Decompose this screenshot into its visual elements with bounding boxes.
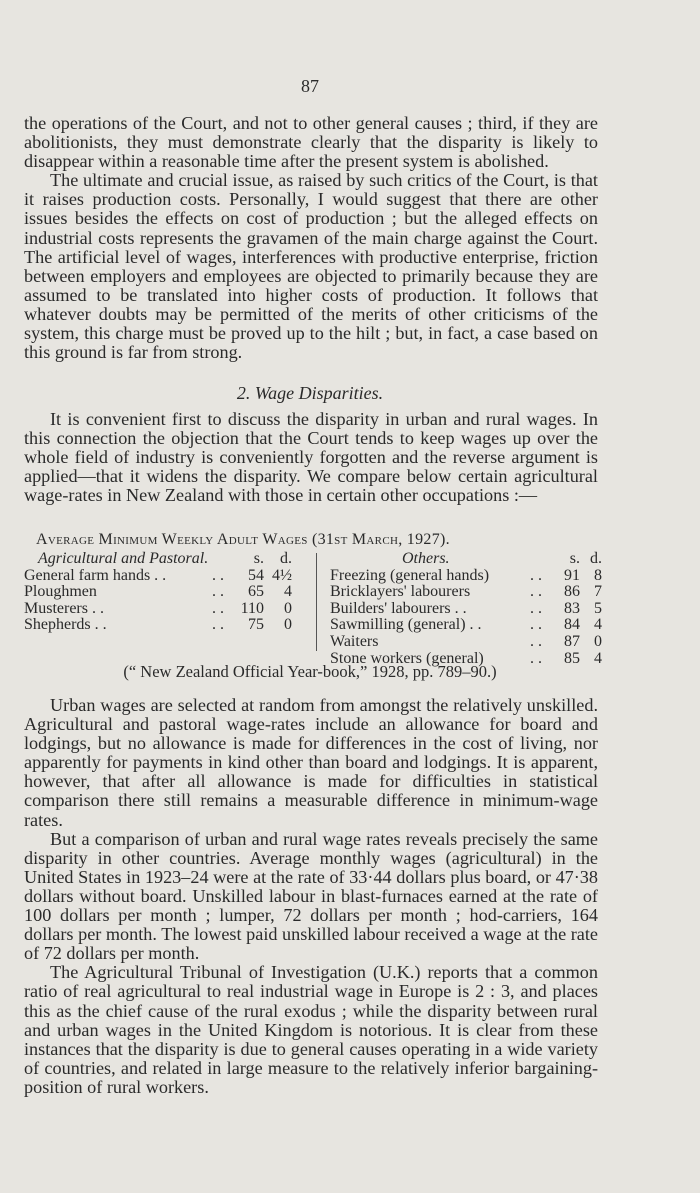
occupation: Freezing (general hands) xyxy=(330,566,490,584)
pence: 0 xyxy=(284,599,292,617)
shillings: 87 xyxy=(564,632,580,650)
shillings-header: s. xyxy=(569,550,580,567)
pence: 7 xyxy=(594,583,602,601)
leader-dots: . . xyxy=(530,616,542,634)
occupation: Bricklayers' labourers xyxy=(330,583,471,601)
agricultural-column xyxy=(24,551,304,634)
paragraph-production-costs: The ultimate and crucial issue, as raised by such critics of the Court, is that it raises production costs. Personally, I would suggest that there are other issues besides the effects on cost of production ; but the alleged effects on industrial costs represents the gravamen of the main charge against the Court. The artificial level of wages, interferences with productive enterprise, friction between employers and employees are objected to primarily because they are assumed to be translated into higher costs of production. It follows that whatever doubts may be permitted of the merits of other criticisms of the system, this charge must be proved up to the hilt ; but, in fact, a case based on this ground is far from strong. xyxy=(24,170,598,363)
shillings: 75 xyxy=(248,616,264,634)
table-header-row xyxy=(330,551,604,568)
table-row xyxy=(24,568,304,585)
comparison-text-block xyxy=(24,696,598,1097)
pence: 5 xyxy=(594,599,602,617)
paragraph-continued: the operations of the Court, and not to other general causes ; third, if they are abolitionists, they must demonstrate clearly that the disparity is likely to disappear within a reasonable time after the present system is abolished. xyxy=(24,113,598,172)
occupation: Waiters xyxy=(330,632,379,650)
table-row xyxy=(330,634,604,651)
occupation: General farm hands . . xyxy=(24,566,167,584)
leader-dots: . . xyxy=(530,566,542,584)
leader-dots: . . xyxy=(530,649,542,667)
shillings: 85 xyxy=(564,649,580,667)
table-row xyxy=(24,584,304,601)
pence: 4 xyxy=(284,583,292,601)
page-number: 87 xyxy=(301,76,319,96)
pence: 8 xyxy=(594,566,602,584)
pence: 4 xyxy=(594,616,602,634)
table-header-row xyxy=(24,551,304,568)
table-row xyxy=(330,584,604,601)
column-header: Others. xyxy=(402,550,450,567)
shillings: 84 xyxy=(564,616,580,634)
pence-header: d. xyxy=(280,550,292,567)
table-row xyxy=(330,617,604,634)
column-header: Agricultural and Pastoral. xyxy=(38,550,209,567)
leader-dots: . . xyxy=(530,632,542,650)
occupation: Builders' labourers . . xyxy=(330,599,467,617)
occupation: Shepherds . . xyxy=(24,616,107,634)
pence: 0 xyxy=(594,632,602,650)
occupation: Musterers . . xyxy=(24,599,104,617)
table-title: Average Minimum Weekly Adult Wages (31st March, 1927). xyxy=(36,531,450,548)
shillings-header: s. xyxy=(253,550,264,567)
shillings: 83 xyxy=(564,599,580,617)
shillings: 86 xyxy=(564,583,580,601)
occupation: Stone workers (general) xyxy=(330,649,484,667)
paragraph-urban-rural: It is convenient first to discuss the disparity in urban and rural wages. In this connection the objection that the Court tends to keep wages up over the whole field of industry is conveniently forgotten and the reverse argument is applied—that it widens the disparity. We compare below certain agricultural wage-rates in New Zealand with those in certain other occupations :— xyxy=(24,409,598,506)
others-column xyxy=(330,551,604,667)
leader-dots: . . xyxy=(212,616,224,634)
table-row xyxy=(330,568,604,585)
column-divider xyxy=(316,553,317,651)
table-row xyxy=(330,601,604,618)
table-source-note: (“ New Zealand Official Year-book,” 1928, pp. 789–90.) xyxy=(123,662,497,681)
paragraph-agricultural-tribunal: The Agricultural Tribunal of Investigation (U.K.) reports that a common ratio of real agricultural to real industrial wage in Europe is 2 : 3, and places this as the chief cause of the rural exodus ; while the disparity between rural and urban wages in the United Kingdom is notorious. It is clear from these instances that the disparity is due to general causes operating in a wide variety of countries, and related in large measure to the relatively inferior bargaining-position of rural workers. xyxy=(24,962,598,1097)
shillings: 54 xyxy=(248,566,264,584)
table-row xyxy=(24,617,304,634)
occupation: Sawmilling (general) . . xyxy=(330,616,482,634)
pence: 0 xyxy=(284,616,292,634)
leader-dots: . . xyxy=(530,599,542,617)
leader-dots: . . xyxy=(212,566,224,584)
leader-dots: . . xyxy=(212,583,224,601)
section-heading: 2. Wage Disparities. xyxy=(236,383,384,403)
shillings: 65 xyxy=(248,583,264,601)
paragraph-other-countries: But a comparison of urban and rural wage rates reveals precisely the same disparity in other countries. Average monthly wages (agricultural) in the United States in 1923–24 were at the rate of 33·44 dollars plus board, or 47·38 dollars without board. Unskilled labour in blast-furnaces earned at the rate of 100 dollars per month ; lumper, 72 dollars per month ; hod-carriers, 164 dollars per month. The lowest paid unskilled labour received a wage at the rate of 72 dollars per month. xyxy=(24,828,598,964)
shillings: 110 xyxy=(240,599,264,617)
leader-dots: . . xyxy=(212,599,224,617)
pence: 4 xyxy=(594,649,602,667)
intro-text-block xyxy=(24,114,598,362)
pence-header: d. xyxy=(590,550,602,567)
wage-intro-block xyxy=(24,410,598,505)
pence: 4½ xyxy=(272,566,292,584)
table-row xyxy=(24,601,304,618)
paragraph-urban-wages: Urban wages are selected at random from amongst the relatively unskilled. Agricultural and pastoral wage-rates include an allowance for board and lodgings, but no allowance is made for differences in the cost of living, nor apparently for payments in kind other than board and lodgings. It is apparent, however, that after all allowance is made for difficulties in statistical comparison there still remains a measurable difference in minimum-wage rates. xyxy=(24,695,598,830)
occupation: Ploughmen xyxy=(24,583,97,601)
shillings: 91 xyxy=(564,566,580,584)
leader-dots: . . xyxy=(530,583,542,601)
